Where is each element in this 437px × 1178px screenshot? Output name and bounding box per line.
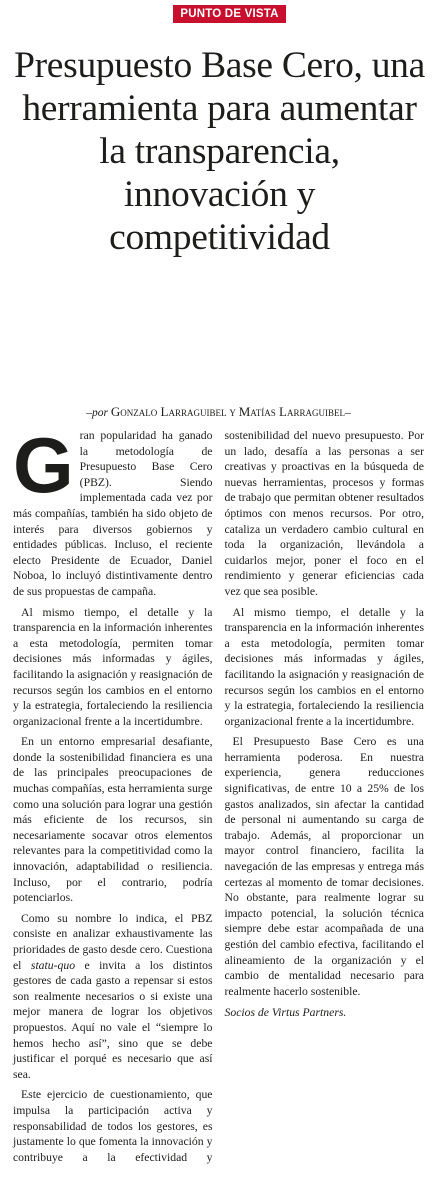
paragraph-4-start: Como su nombre lo indica, el PBZ consiste en analizar exhaustivamente las prioridades de gasto desde cero. Cuestiona el	[13, 911, 213, 972]
byline	[0, 404, 437, 420]
author-2: Matías Larraguibel	[238, 404, 345, 419]
paragraph-3: En un entorno empresarial desafiante, donde la sostenibilidad financiera es una de las principales preocupaciones de muchas compañías, esta herramienta surge como una solución para lograr una gestión más eficiente de los recursos, sin necesariamente socavar otros elementos relevantes para la competitividad como la innovación, adaptabilidad o resiliencia. Incluso, por el contrario, podría potenciarlos.	[13, 735, 213, 905]
paragraph-4-italic: statu-quo	[30, 958, 76, 972]
paragraph-6: Al mismo tiempo, el detalle y la transparencia en la información inherentes a esta metodología, permiten tomar decisiones más informadas y ágiles, facilitando la asignación y reasignación de recursos según los cambios en el entorno y la estrategia, fortaleciendo la resiliencia organizacional frente a la incertidumbre.	[224, 605, 424, 728]
paragraph-4-end: e invita a los distintos gestores de cada gasto a repensar si estos son realmente necesarios o si existe una mejor manera de lograr los objetivos propuestos. Aquí no vale el “siempre lo hemos hecho así”, sino que se debe justificar el porqué es necesario que así sea.	[13, 958, 213, 1081]
byline-joiner: y	[229, 404, 236, 419]
paragraph-2: Al mismo tiempo, el detalle y la transparencia en la información inherentes a esta metodología, permiten tomar decisiones más informadas y ágiles, facilitando la asignación y reasignación de recursos según los cambios en el entorno y la estrategia, fortaleciendo la resiliencia organizacional frente a la incertidumbre.	[13, 605, 213, 728]
drop-cap: G	[13, 421, 74, 509]
author-signature: Socios de Virtus Partners.	[224, 1006, 347, 1020]
article-body	[13, 421, 424, 1168]
paragraph-4	[13, 911, 213, 1083]
paragraph-1	[13, 421, 213, 600]
byline-prefix: –por	[86, 407, 108, 419]
paragraph-5: Este ejercicio de cuestionamiento, que impulsa la participación activa y responsabilidad de todos los gestores, es justamente lo que fomenta la innovación y contribuye a la efectividad y sostenibilidad del nuevo presupuesto. Por un lado, desafía a las personas a ser creativas y proactivas en la búsqueda de nuevas herramientas, procesos y formas de trabajo que permitan obtener resultados óptimos con menos recursos. Por otro, cataliza un verdadero cambio cultural en toda la organización, llevándola a cuidarlos mejor, poner el foco en el rendimiento y generar eficiencias cada vez que sea posible.	[13, 429, 424, 1164]
section-label: PUNTO DE VISTA	[173, 5, 286, 23]
paragraph-1-text: ran popularidad ha ganado la metodología de Presupuesto Base Cero (PBZ). Siendo implementada cada vez por más compañías, también ha sido objeto de interés para diversos gobiernos y entidades públicas. Incluso, el reciente electo Presidente de Ecuador, Daniel Noboa, lo incluyó distintivamente dentro de sus propuestas de campaña.	[13, 429, 213, 598]
headline: Presupuesto Base Cero, una herramienta para aumentar la transparencia, innovación y competitividad	[14, 45, 425, 258]
paragraph-7: El Presupuesto Base Cero es una herramienta poderosa. En nuestra experiencia, genera reducciones significativas, de entre 10 a 25% de los gastos analizados, sin afectar la cantidad de personal ni aumentando su carga de trabajo. Además, al proporcionar un mayor control financiero, facilita la navegación de las empresas y entrega más certezas al momento de tomar decisiones. No obstante, para realmente lograr su impacto potencial, la solución técnica siempre debe estar acompañada de una gestión del cambio efectiva, facilitando el alineamiento de la organización y el cambio de mentalidad necesario para realmente hacerlo sostenible.	[224, 735, 424, 998]
byline-suffix: –	[344, 407, 351, 419]
author-1: Gonzalo Larraguibel	[110, 404, 227, 419]
